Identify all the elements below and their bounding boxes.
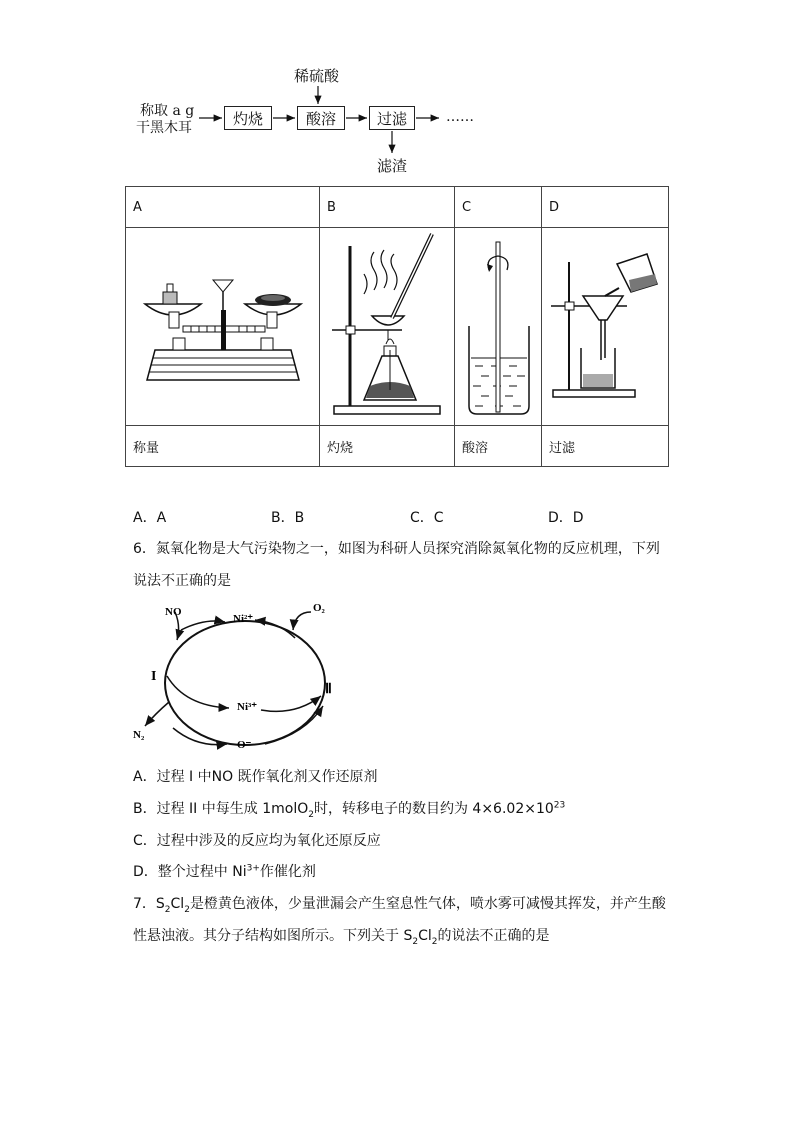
q5-option-d: D．D: [548, 510, 584, 526]
header-c: C: [455, 187, 542, 228]
q7-l2-c: 的说法不正确的是: [437, 928, 550, 944]
reaction-cycle-diagram: [125, 598, 355, 758]
q7-l1-sub2: 2: [184, 904, 190, 915]
start-label-line1: 称取 a g: [140, 103, 195, 119]
balance-scale-image: [133, 230, 313, 420]
step-acid-label: 酸溶: [305, 109, 336, 128]
q6-stem-line2: 说法不正确的是: [133, 573, 231, 589]
q5-option-c: C．C: [410, 510, 444, 526]
label-process-2: Ⅱ: [325, 682, 332, 697]
label-ignite: 灼烧: [320, 426, 455, 467]
q7-stem-line1: [133, 893, 666, 915]
label-no: NO: [165, 606, 182, 618]
header-b: B: [320, 187, 455, 228]
label-ni3: Ni³⁺: [237, 701, 258, 713]
header-a: A: [126, 187, 320, 228]
label-process-1: I: [151, 669, 157, 684]
q7-l2-b: Cl: [418, 928, 432, 944]
acid-cell: [455, 228, 542, 426]
filtration-image: [543, 230, 667, 420]
apparatus-table: [125, 186, 669, 467]
q6-option-d-text1: D．整个过程中 Ni: [133, 864, 247, 880]
flow-arrows: [0, 0, 794, 186]
q6-option-b: [133, 798, 565, 820]
step-ignite-label: 灼烧: [232, 109, 263, 128]
step-filter-label: 过滤: [376, 109, 407, 128]
label-n2: N₂: [133, 729, 145, 741]
q6-stem-line1: 6．氮氧化物是大气污染物之一，如图为科研人员探究消除氮氧化物的反应机理，下列: [133, 541, 660, 557]
start-label-line2: 干黑木耳: [136, 120, 192, 136]
label-weigh: 称量: [126, 426, 320, 467]
q6-option-d-text2: 作催化剂: [259, 864, 316, 880]
residue-label: 滤渣: [377, 157, 408, 175]
label-filter: 过滤: [542, 426, 669, 467]
q7-l2-a: 性悬浊液。其分子结构如图所示。下列关于 S: [133, 928, 413, 944]
balance-cell: [126, 228, 320, 426]
q6-option-b-text2: 时，转移电子的数目约为 4×6.02×10: [313, 801, 554, 817]
q6-option-a: A．过程 I 中NO 既作氧化剂又作还原剂: [133, 769, 378, 785]
q7-l1-b: Cl: [170, 896, 185, 912]
ignite-cell: [320, 228, 455, 426]
q6-option-b-sub: 2: [308, 809, 314, 820]
flow-ellipsis: ……: [446, 109, 474, 125]
q6-option-b-sup: 23: [553, 800, 566, 811]
filter-cell: [542, 228, 669, 426]
q7-l2-sub2: 2: [431, 936, 438, 947]
q6-option-c: C．过程中涉及的反应均为氧化还原反应: [133, 833, 381, 849]
label-acid: 酸溶: [455, 426, 542, 467]
q5-option-b: B．B: [271, 510, 305, 526]
q6-option-b-text1: B．过程 II 中每生成 1molO: [133, 801, 309, 817]
q7-stem-line2: [133, 925, 549, 947]
q6-option-d: [133, 861, 316, 881]
header-d: D: [542, 187, 669, 228]
q7-l1-c: 是橙黄色液体，少量泄漏会产生窒息性气体，喷水雾可减慢其挥发，并产生酸: [189, 896, 666, 912]
q7-l1-sub1: 2: [164, 904, 171, 915]
ignition-apparatus-image: [324, 230, 450, 420]
q7-l1-a: 7．S: [133, 896, 165, 912]
q7-l2-sub1: 2: [412, 936, 419, 947]
q5-option-a: A．A: [133, 510, 167, 526]
q6-option-d-sup: 3+: [246, 863, 260, 874]
acid-dissolve-image: [459, 230, 537, 420]
label-ni2: Ni²⁺: [233, 613, 254, 625]
label-o-minus: O⁻: [237, 739, 252, 751]
label-o2: O₂: [313, 602, 325, 614]
reagent-label: 稀硫酸: [294, 67, 340, 85]
